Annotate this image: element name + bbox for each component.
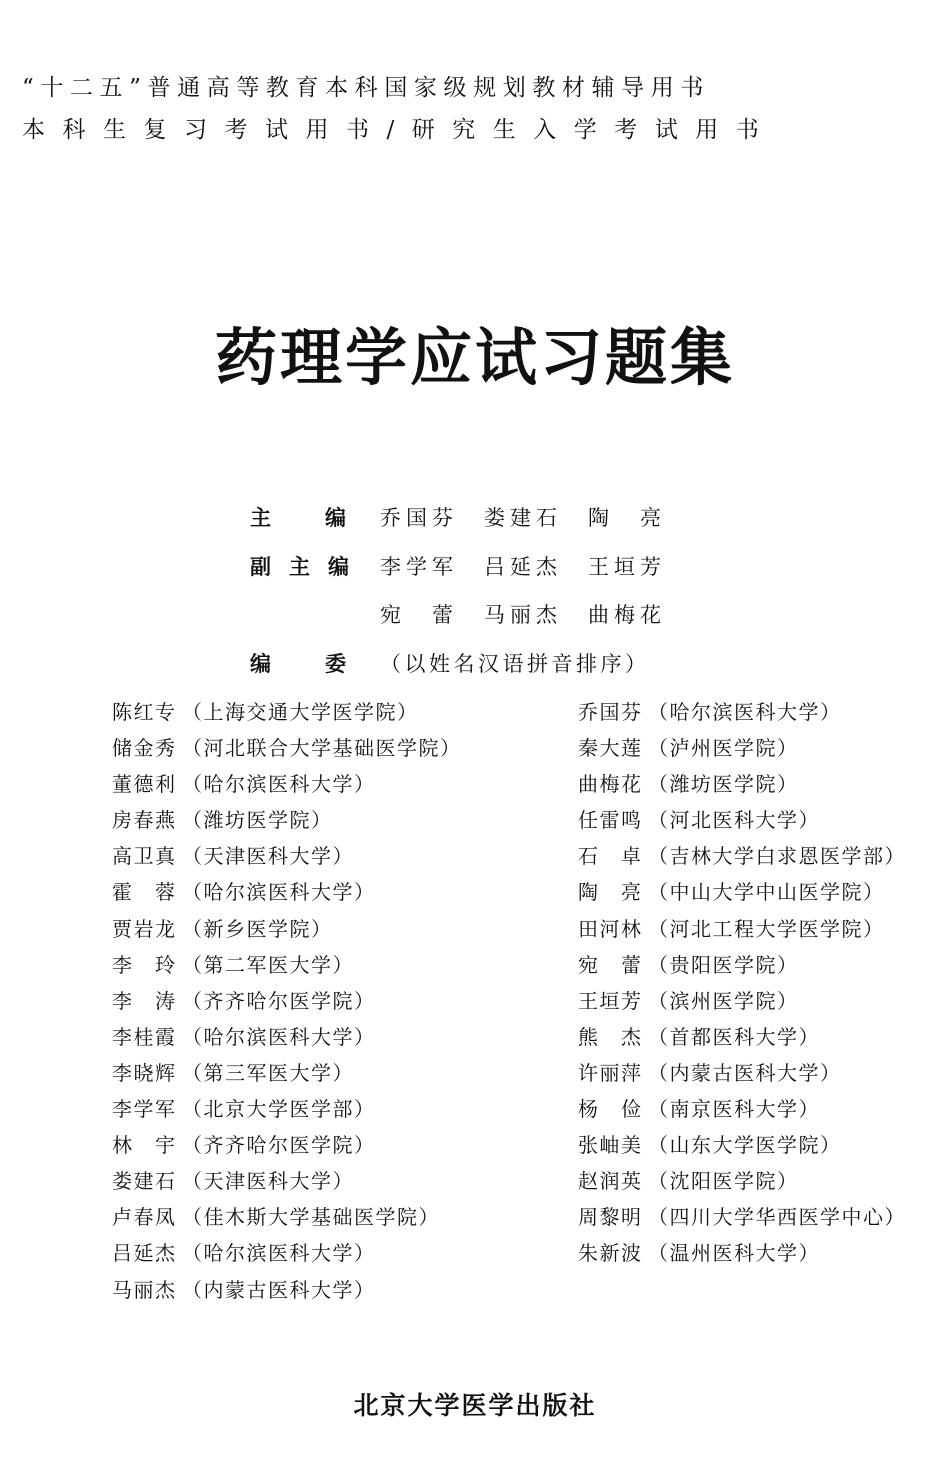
member-affiliation: （上海交通大学医学院） <box>182 700 419 724</box>
board-member <box>112 733 462 769</box>
editor-name: 陶 亮 <box>588 506 666 530</box>
member-name: 卢春凤 <box>112 1205 177 1230</box>
member-name: 娄建石 <box>112 1169 177 1194</box>
member-affiliation: （泸州医学院） <box>648 736 799 761</box>
editor-name: 李学军 <box>380 555 458 579</box>
member-name: 乔国芬 <box>578 700 643 724</box>
editorial-board-note: （以姓名汉语拼音排序） <box>380 652 650 676</box>
member-name: 房春燕 <box>112 808 177 833</box>
member-affiliation: （中山大学中山医学院） <box>648 880 885 905</box>
board-member <box>578 805 906 841</box>
board-member <box>112 805 462 841</box>
chief-editor-label: 主编 <box>250 506 400 530</box>
member-name: 宛 蕾 <box>578 952 643 977</box>
board-member <box>112 877 462 913</box>
member-affiliation: （首都医科大学） <box>648 1024 820 1049</box>
chief-editor-names <box>380 503 692 533</box>
board-member <box>112 950 462 986</box>
member-name: 李学军 <box>112 1097 177 1122</box>
board-member <box>578 877 906 913</box>
board-member <box>112 769 462 805</box>
member-name: 李晓辉 <box>112 1060 177 1085</box>
board-member <box>578 1058 906 1094</box>
board-member <box>578 1022 906 1058</box>
board-member <box>112 914 462 950</box>
member-affiliation: （第二军医大学） <box>182 952 354 977</box>
board-member <box>112 1275 462 1311</box>
member-affiliation: （佳木斯大学基础医学院） <box>182 1205 440 1230</box>
deputy-editor-row-continued <box>250 600 692 630</box>
editorial-board-label: 编委 <box>250 652 400 676</box>
deputy-editor-label: 副主编 <box>250 555 367 579</box>
member-affiliation: （河北医科大学） <box>648 808 820 833</box>
member-name: 熊 杰 <box>578 1024 643 1049</box>
board-member <box>578 950 906 986</box>
member-affiliation: （南京医科大学） <box>648 1097 820 1122</box>
member-name: 霍 蓉 <box>112 880 177 905</box>
board-member <box>578 1202 906 1238</box>
member-name: 秦大莲 <box>578 736 643 761</box>
member-name: 张岫美 <box>578 1133 643 1158</box>
board-member <box>578 697 906 733</box>
board-members-right-column <box>578 697 906 1275</box>
board-member <box>112 986 462 1022</box>
member-affiliation: （北京大学医学部） <box>182 1097 376 1122</box>
board-member <box>112 1022 462 1058</box>
editor-name: 乔国芬 <box>380 506 458 530</box>
member-name: 曲梅花 <box>578 772 643 797</box>
member-affiliation: （潍坊医学院） <box>182 808 333 833</box>
member-affiliation: （内蒙古医科大学） <box>182 1277 376 1302</box>
member-name: 任雷鸣 <box>578 808 643 833</box>
member-name: 林 宇 <box>112 1133 177 1158</box>
board-member <box>578 1238 906 1274</box>
member-affiliation: （潍坊医学院） <box>648 772 799 797</box>
series-line-1: “十二五”普通高等教育本科国家级规划教材辅导用书 <box>22 75 710 101</box>
member-name: 赵润英 <box>578 1169 643 1194</box>
member-name: 董德利 <box>112 772 177 797</box>
member-affiliation: （山东大学医学院） <box>648 1133 842 1158</box>
board-member <box>578 1094 906 1130</box>
member-name: 石 卓 <box>578 844 643 869</box>
editor-name: 马丽杰 <box>484 603 562 627</box>
member-affiliation: （沈阳医学院） <box>648 1169 799 1194</box>
deputy-editor-row <box>250 552 692 582</box>
member-name: 周黎明 <box>578 1205 643 1230</box>
member-name: 李 涛 <box>112 988 177 1013</box>
board-member <box>578 1166 906 1202</box>
board-member <box>578 1130 906 1166</box>
board-member <box>578 841 906 877</box>
board-member <box>112 697 462 733</box>
member-name: 田河林 <box>578 916 643 941</box>
member-name: 陈红专 <box>112 700 177 724</box>
editor-name: 吕延杰 <box>484 555 562 579</box>
deputy-editor-names <box>380 600 692 630</box>
member-name: 储金秀 <box>112 736 177 761</box>
member-name: 李桂霞 <box>112 1024 177 1049</box>
board-member <box>112 1094 462 1130</box>
board-member <box>578 769 906 805</box>
member-name: 马丽杰 <box>112 1277 177 1302</box>
member-name: 高卫真 <box>112 844 177 869</box>
member-affiliation: （天津医科大学） <box>182 1169 354 1194</box>
board-members-left-column <box>112 697 462 1311</box>
board-member <box>578 914 906 950</box>
editor-name: 王垣芳 <box>588 555 666 579</box>
member-name: 许丽萍 <box>578 1060 643 1085</box>
member-name: 朱新波 <box>578 1241 643 1266</box>
board-member <box>578 986 906 1022</box>
editor-name: 曲梅花 <box>588 603 666 627</box>
member-affiliation: （哈尔滨医科大学） <box>182 1024 376 1049</box>
editor-name: 娄建石 <box>484 506 562 530</box>
member-affiliation: （天津医科大学） <box>182 844 354 869</box>
board-member <box>578 733 906 769</box>
editorial-board-row <box>250 649 650 679</box>
member-affiliation: （第三军医大学） <box>182 1060 354 1085</box>
member-affiliation: （内蒙古医科大学） <box>648 1060 842 1085</box>
board-member <box>112 1130 462 1166</box>
member-affiliation: （吉林大学白求恩医学部） <box>648 844 906 869</box>
chief-editor-row <box>250 503 692 533</box>
book-title: 药理学应试习题集 <box>214 321 735 394</box>
member-name: 王垣芳 <box>578 988 643 1013</box>
member-affiliation: （贵阳医学院） <box>648 952 799 977</box>
member-affiliation: （齐齐哈尔医学院） <box>182 1133 376 1158</box>
member-affiliation: （齐齐哈尔医学院） <box>182 988 376 1013</box>
member-affiliation: （哈尔滨医科大学） <box>648 700 842 724</box>
member-affiliation: （四川大学华西医学中心） <box>648 1205 906 1230</box>
member-affiliation: （滨州医学院） <box>648 988 799 1013</box>
publisher: 北京大学医学出版社 <box>353 1391 597 1420</box>
series-line-2: 本科生复习考试用书/研究生入学考试用书 <box>22 117 777 143</box>
member-name: 杨 俭 <box>578 1097 643 1122</box>
member-name: 吕延杰 <box>112 1241 177 1266</box>
board-member <box>112 841 462 877</box>
deputy-editor-names <box>380 552 692 582</box>
member-affiliation: （河北工程大学医学院） <box>648 916 885 941</box>
member-affiliation: （哈尔滨医科大学） <box>182 1241 376 1266</box>
member-affiliation: （温州医科大学） <box>648 1241 820 1266</box>
board-member <box>112 1058 462 1094</box>
member-affiliation: （新乡医学院） <box>182 916 333 941</box>
member-name: 李 玲 <box>112 952 177 977</box>
member-affiliation: （哈尔滨医科大学） <box>182 880 376 905</box>
member-affiliation: （哈尔滨医科大学） <box>182 772 376 797</box>
board-member <box>112 1238 462 1274</box>
board-member <box>112 1202 462 1238</box>
editor-name: 宛 蕾 <box>380 603 458 627</box>
member-name: 陶 亮 <box>578 880 643 905</box>
member-name: 贾岩龙 <box>112 916 177 941</box>
member-affiliation: （河北联合大学基础医学院） <box>182 736 462 761</box>
board-member <box>112 1166 462 1202</box>
